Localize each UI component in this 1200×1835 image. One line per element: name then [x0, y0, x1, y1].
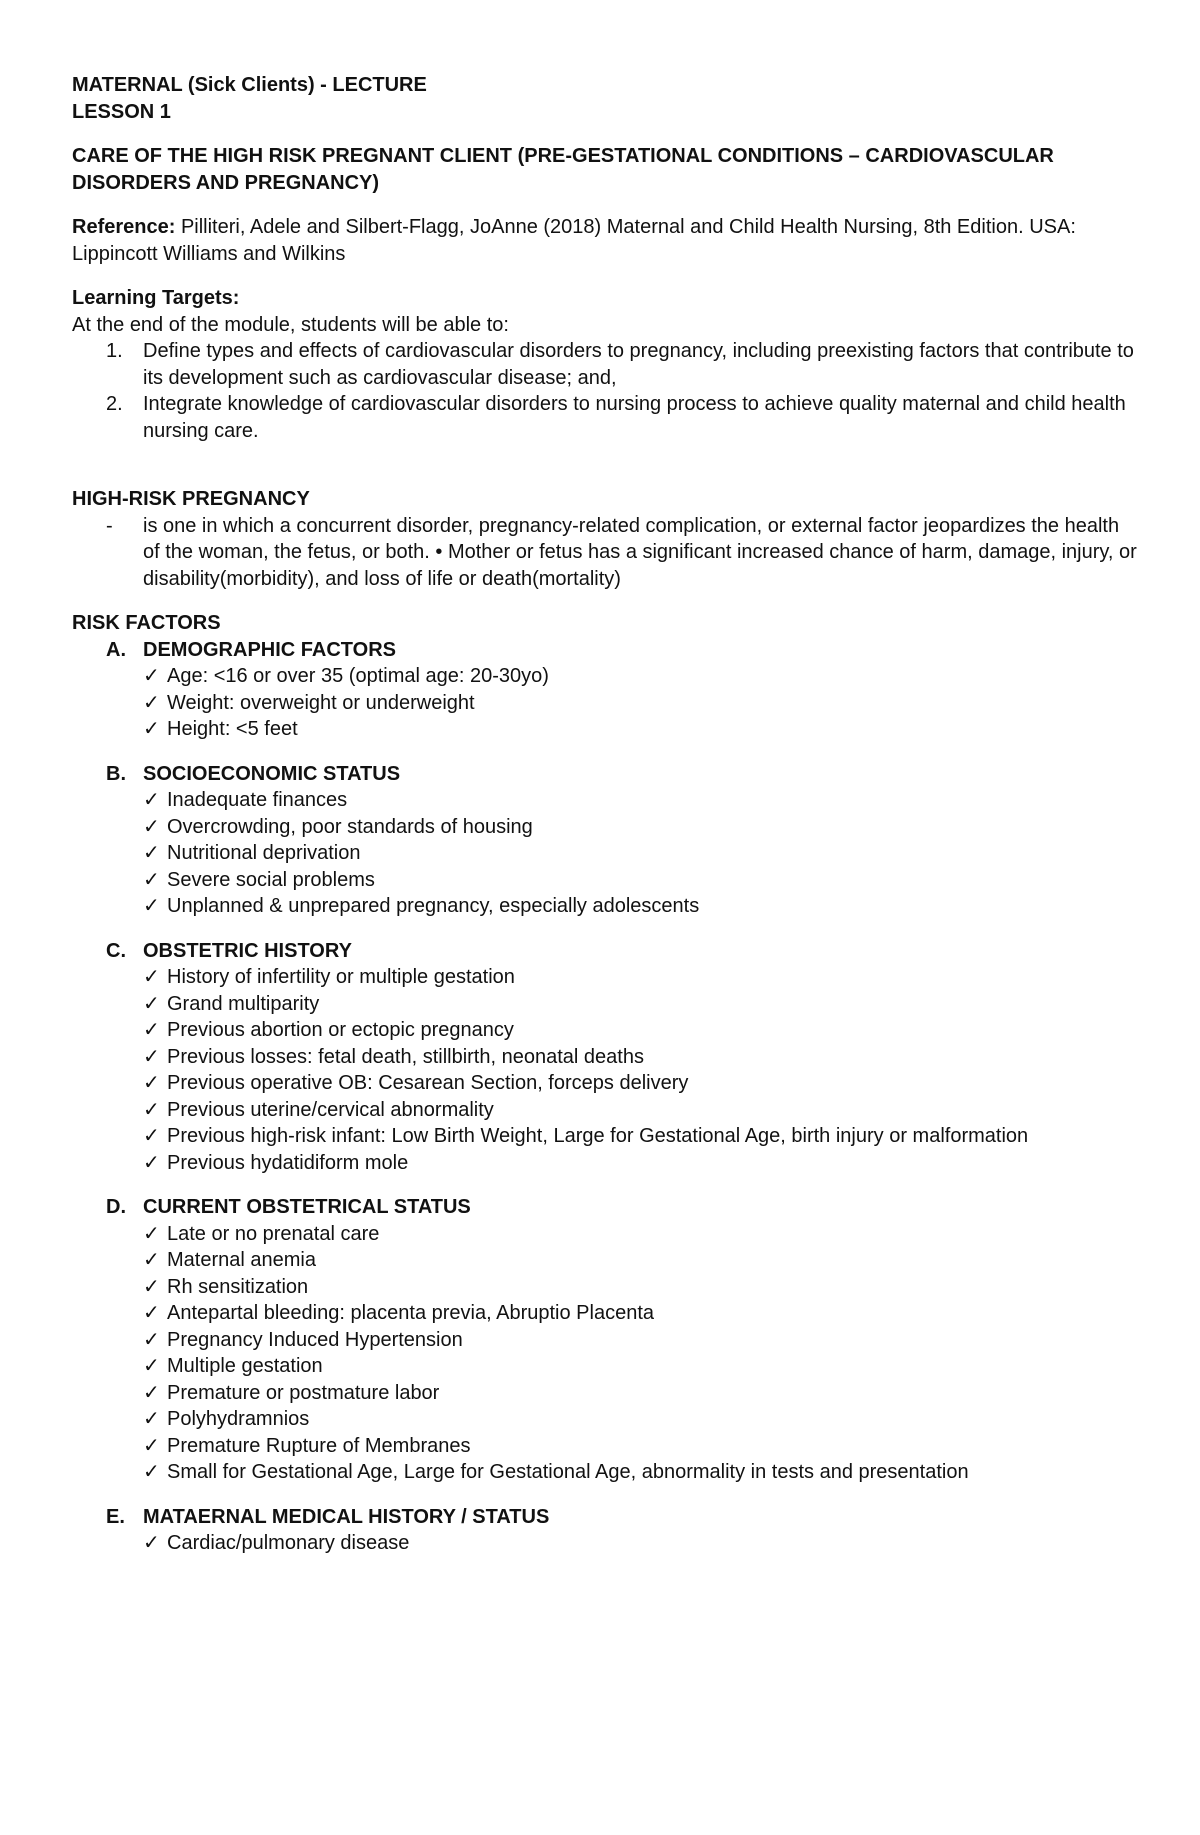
- section-letter: D.: [106, 1196, 126, 1218]
- checkmark-icon: ✓: [143, 1019, 160, 1041]
- checklist-item: [143, 840, 1140, 867]
- checklist-item-text: Grand multiparity: [167, 992, 320, 1015]
- checkmark-icon: ✓: [143, 1045, 160, 1068]
- learning-targets-list: [72, 338, 1140, 444]
- list-item-number: 1.: [106, 340, 123, 362]
- risk-factor-sections: [72, 637, 1140, 1557]
- checklist-item: [143, 1070, 1140, 1097]
- checklist-item: [143, 1247, 1140, 1274]
- checklist-item-text: Cardiac/pulmonary disease: [167, 1532, 410, 1554]
- checklist-item-text: Age: <16 or over 35 (optimal age: 20-30yo): [167, 665, 549, 687]
- high-risk-definition: [72, 513, 1140, 593]
- section-letter: C.: [106, 939, 126, 962]
- checkmark-icon: ✓: [143, 1151, 160, 1174]
- checkmark-icon: ✓: [143, 1461, 160, 1483]
- checklist-item-text: Multiple gestation: [167, 1355, 323, 1377]
- section-heading: [72, 637, 1140, 664]
- checklist-item: [72, 1123, 1140, 1150]
- checkmark-icon: ✓: [143, 842, 160, 864]
- checklist-item-text: Small for Gestational Age, Large for Gestational Age, abnormality in tests and presentation: [167, 1461, 969, 1483]
- checkmark-icon: ✓: [143, 815, 160, 838]
- section-title: CURRENT OBSTETRICAL STATUS: [143, 1196, 471, 1218]
- checklist-item-text: History of infertility or multiple gestation: [167, 966, 515, 988]
- checklist-item: [143, 814, 1140, 841]
- checklist-item: [143, 690, 1140, 717]
- checklist-item: [143, 787, 1140, 814]
- checklist: [72, 964, 1140, 1176]
- learning-targets-heading: Learning Targets:: [72, 287, 240, 309]
- checkmark-icon: ✓: [143, 1355, 160, 1377]
- checkmark-icon: ✓: [143, 1381, 160, 1404]
- checkmark-icon: ✓: [143, 895, 160, 917]
- checklist-item-text: Previous high-risk infant: Low Birth Weight, Large for Gestational Age, birth injury or malformation: [167, 1125, 1029, 1147]
- checkmark-icon: ✓: [143, 1098, 160, 1121]
- checklist-item: [143, 1017, 1140, 1044]
- checklist-item: [143, 964, 1140, 991]
- checkmark-icon: ✓: [143, 1302, 160, 1324]
- checklist-item-text: Premature or postmature labor: [167, 1381, 440, 1404]
- course-title: MATERNAL (Sick Clients) - LECTURE: [72, 74, 427, 96]
- checkmark-icon: ✓: [143, 992, 160, 1015]
- list-item: [72, 338, 1140, 391]
- checklist-item: [143, 1300, 1140, 1327]
- checkmark-icon: ✓: [143, 691, 160, 714]
- checklist-item-text: Maternal anemia: [167, 1249, 316, 1271]
- checklist-item: [143, 1380, 1140, 1407]
- checklist-item-text: Previous abortion or ectopic pregnancy: [167, 1019, 514, 1041]
- section-letter: A.: [106, 638, 126, 661]
- checkmark-icon: ✓: [143, 1328, 160, 1351]
- checklist-item-text: Polyhydramnios: [167, 1408, 310, 1430]
- checklist: [72, 787, 1140, 920]
- checklist: [72, 1221, 1140, 1486]
- checklist-item-text: Rh sensitization: [167, 1275, 309, 1298]
- checklist-item-text: Weight: overweight or underweight: [167, 691, 475, 714]
- checklist-item: [143, 1150, 1140, 1177]
- section-title: OBSTETRIC HISTORY: [143, 939, 352, 962]
- checklist-item-text: Severe social problems: [167, 868, 375, 891]
- section-letter: B.: [106, 762, 126, 785]
- checklist-item: [143, 1044, 1140, 1071]
- risk-factors-heading: RISK FACTORS: [72, 612, 221, 634]
- dash-bullet: -: [106, 514, 113, 537]
- section-title: MATAERNAL MEDICAL HISTORY / STATUS: [143, 1505, 550, 1528]
- checklist-item-text: Previous uterine/cervical abnormality: [167, 1098, 494, 1121]
- list-item-number: 2.: [106, 393, 123, 415]
- page-title: CARE OF THE HIGH RISK PREGNANT CLIENT (PRE-GESTATIONAL CONDITIONS – CARDIOVASCULAR DISORDERS AND PREGNANCY): [72, 145, 1054, 194]
- checklist-item: [143, 867, 1140, 894]
- checklist-item: [143, 893, 1140, 920]
- checklist-item: [143, 1274, 1140, 1301]
- checklist-item-text: Antepartal bleeding: placenta previa, Abruptio Placenta: [167, 1302, 655, 1324]
- checklist-item: [143, 663, 1140, 690]
- checkmark-icon: ✓: [143, 665, 160, 687]
- checkmark-icon: ✓: [143, 868, 160, 891]
- section-title: DEMOGRAPHIC FACTORS: [143, 638, 396, 661]
- learning-targets-intro: At the end of the module, students will be able to:: [72, 313, 509, 336]
- checklist: [72, 1530, 1140, 1557]
- checklist-item: [143, 1327, 1140, 1354]
- checklist-item: [143, 1406, 1140, 1433]
- checkmark-icon: ✓: [143, 789, 160, 811]
- section-heading: [72, 938, 1140, 965]
- checklist-item-text: Inadequate finances: [167, 789, 348, 811]
- high-risk-heading: HIGH-RISK PREGNANCY: [72, 488, 310, 510]
- checkmark-icon: ✓: [143, 1249, 160, 1271]
- list-item: [72, 391, 1140, 444]
- reference-label: Reference:: [72, 216, 176, 238]
- checklist-item-text: Overcrowding, poor standards of housing: [167, 815, 533, 838]
- checklist-item-text: Premature Rupture of Membranes: [167, 1434, 471, 1457]
- checklist-item-text: Nutritional deprivation: [167, 842, 361, 864]
- checklist-item: [143, 1353, 1140, 1380]
- checkmark-icon: ✓: [143, 1408, 160, 1430]
- reference-text: Pilliteri, Adele and Silbert-Flagg, JoAnne (2018) Maternal and Child Health Nursing, 8th Edition. USA: Lippincott Williams and Wilkins: [72, 216, 1076, 265]
- reference: [72, 214, 1140, 267]
- checkmark-icon: ✓: [143, 1275, 160, 1298]
- section-heading: [72, 761, 1140, 788]
- checklist-item-text: Previous operative OB: Cesarean Section, forceps delivery: [167, 1072, 689, 1094]
- checklist-item: [143, 991, 1140, 1018]
- checkmark-icon: ✓: [143, 966, 160, 988]
- checkmark-icon: ✓: [143, 1222, 160, 1245]
- checklist-item: [143, 1530, 1140, 1557]
- high-risk-text: is one in which a concurrent disorder, pregnancy-related complication, or external factor jeopardizes the health of the woman, the fetus, or both. • Mother or fetus has a significant increased chance of harm, damage, injury, or disability(morbidity), and loss of life or death(mortality): [143, 514, 1137, 590]
- checklist: [72, 663, 1140, 743]
- checklist-item: [143, 1221, 1140, 1248]
- section-heading: [72, 1504, 1140, 1531]
- checkmark-icon: ✓: [143, 1434, 160, 1457]
- lesson-label: LESSON 1: [72, 100, 171, 123]
- checklist-item: [143, 716, 1140, 743]
- list-item-text: Define types and effects of cardiovascular disorders to pregnancy, including preexisting factors that contribute to its development such as cardiovascular disease; and,: [143, 340, 1134, 389]
- checklist-item: [143, 1433, 1140, 1460]
- section-heading: [72, 1194, 1140, 1221]
- checkmark-icon: ✓: [143, 1532, 160, 1554]
- checklist-item-text: Previous hydatidiform mole: [167, 1151, 409, 1174]
- section-letter: E.: [106, 1505, 125, 1528]
- list-item-text: Integrate knowledge of cardiovascular disorders to nursing process to achieve quality maternal and child health nursing care.: [143, 393, 1126, 442]
- checklist-item-text: Previous losses: fetal death, stillbirth, neonatal deaths: [167, 1045, 644, 1068]
- checkmark-icon: ✓: [143, 718, 160, 740]
- section-title: SOCIOECONOMIC STATUS: [143, 762, 401, 785]
- checklist-item-text: Pregnancy Induced Hypertension: [167, 1328, 463, 1351]
- checklist-item: [72, 1459, 1140, 1486]
- checklist-item-text: Height: <5 feet: [167, 718, 298, 740]
- checkmark-icon: ✓: [143, 1072, 160, 1094]
- checkmark-icon: ✓: [143, 1125, 160, 1147]
- checklist-item-text: Late or no prenatal care: [167, 1222, 380, 1245]
- checklist-item: [143, 1097, 1140, 1124]
- checklist-item-text: Unplanned & unprepared pregnancy, especially adolescents: [167, 895, 700, 917]
